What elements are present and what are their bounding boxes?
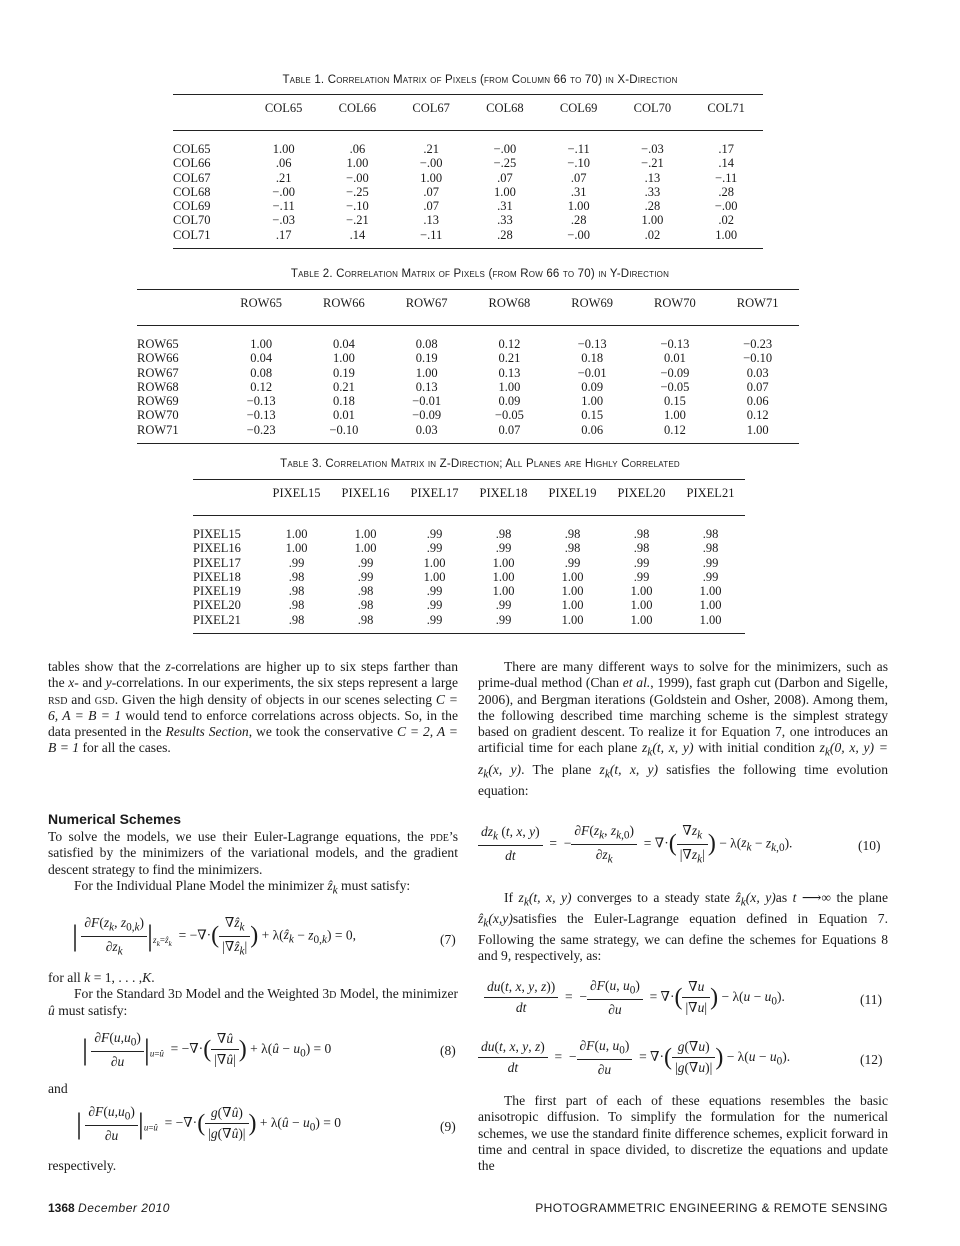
table-row [173,156,763,170]
left-paragraph-1: tables show that the z-correlations are higher up to six steps farther than the x- and y-correlations. In our experiments, the six steps represent a large rsd and gsd. Given the high density of objects in our scenes selecting C = 6, A = B = 1 would tend to enforce correlations across objects. So, in the data presented in the Results Section, we took the conservative C = 2, A = B = 1 for all the cases. [48,659,458,756]
table-cell: 1.00 [538,613,607,634]
table-cell: .14 [718,156,734,171]
table-cell: .98 [564,541,581,556]
column-header: COL69 [542,95,616,131]
row-header: ROW71 [137,423,220,444]
table-cell: .33 [644,184,661,199]
row-header: ROW66 [137,351,179,366]
table-row [193,516,745,542]
table-cell: −0.05 [660,379,690,394]
table-cell: .98 [357,598,374,613]
table-cell: −.10 [567,156,590,171]
respectively-text: respectively. [48,1158,117,1173]
table-cell: 0.15 [663,394,686,409]
table-cell: .98 [262,613,331,634]
table-cell: .07 [423,199,439,214]
table-cell: .98 [633,541,650,556]
column-header: PIXEL18 [469,480,538,516]
table-row [193,613,745,634]
table-cell: 0.07 [468,423,551,444]
table-cell: .99 [495,541,512,556]
table-cell: −0.09 [660,365,690,380]
table-corner [193,480,262,516]
table-cell: −0.13 [246,394,276,409]
row-header: COL71 [173,228,247,249]
table-cell: −.00 [493,142,517,156]
table-corner [173,95,247,131]
column-header: ROW66 [303,290,386,326]
table-cell: 1.00 [272,142,295,156]
row-header: ROW68 [137,379,179,394]
table-cell: −.00 [419,156,443,171]
table-cell: .07 [570,170,587,185]
table-cell: .98 [288,598,305,613]
table-cell: 0.19 [332,365,355,380]
table-cell: −0.13 [660,337,690,351]
equation-7-number: (7) [440,932,456,947]
table-cell: −.03 [272,213,295,228]
equation-12-number: (12) [860,1052,883,1067]
table-row [137,326,799,352]
equation-11: $\frac{du(t, x, y, z))}{dt}$ = − $\frac{\partial F(u, u_0)}{\partial u}$ = ∇·( $\frac{\nabla u}{|\nabla u|}$ ) − $\lambda(u - u_0)$. [484,978,785,1018]
table-cell: −.25 [493,156,517,171]
table-cell: .99 [702,569,719,584]
table-cell: −.00 [714,199,738,214]
footer-page-info [48,1201,170,1215]
table-cell: .17 [247,228,321,249]
row-header: PIXEL20 [193,598,241,613]
table-cell: .99 [357,569,374,584]
equation-9: | $\frac{\partial F(u,u_0)}{\partial u}$ $|_{u=û}$ = −∇·( $\frac{g(\nabla û)}{|g(\nabla û)|}$ ) + λ(û − $u_0) = 0$ [76,1104,342,1143]
row-header: ROW67 [137,365,179,380]
table-cell: −.11 [272,199,295,214]
row-header: ROW69 [137,394,179,409]
table-cell: .98 [331,613,400,634]
table-cell: .99 [495,598,512,613]
column-header: ROW69 [551,290,634,326]
table-cell: 1.00 [716,423,799,444]
equation-11-number: (11) [860,992,882,1007]
table-cell: 0.06 [551,423,634,444]
table-cell: 1.00 [689,228,763,249]
table-cell: .98 [702,527,719,541]
table-cell: 0.06 [746,394,769,409]
table-row [193,598,745,612]
left-paragraph-3: for all k = 1, . . . ,K. For the Standard 3d Model and the Weighted 3d Model, the minimizer û must satisfy: [48,970,459,1018]
row-header: COL69 [173,199,211,214]
table-cell: .99 [702,555,719,570]
table2-caption: Table 2. Correlation Matrix of Pixels (from Row 66 to 70) in Y-Direction [290,268,670,280]
table-cell: 1.00 [423,569,446,584]
column-header: PIXEL21 [676,480,745,516]
table-cell: −0.13 [577,337,607,351]
column-header: PIXEL19 [538,480,607,516]
table-row [173,199,763,213]
equation-10: $\frac{dz_k (t, x, y)}{dt}$ = − $\frac{\partial F(z_k, z_{k,0})}{\partial z_k}$ = ∇·( $\frac{\nabla z_k}{|\nabla z_k|}$ ) − $\lambda(z_k - z_{k,0})$. [478,823,792,865]
table-cell: .02 [718,213,734,228]
table-cell: 1.00 [250,337,273,351]
table-cell: 0.13 [498,365,521,380]
table-cell: 1.00 [492,584,515,599]
table-row [173,228,763,249]
table-cell: .07 [423,184,439,199]
table-cell: .98 [633,527,650,541]
table-cell: .28 [468,228,542,249]
column-header: COL65 [247,95,321,131]
table-cell: −.00 [272,184,295,199]
table-cell: −.00 [542,228,616,249]
table-cell: 0.18 [332,394,355,409]
table-cell: .98 [564,527,581,541]
table-row [193,584,745,598]
table-cell: .98 [702,541,719,556]
table-cell: −.11 [567,142,590,156]
table-cell: −0.05 [494,408,524,423]
column-header: COL68 [468,95,542,131]
table-cell: .31 [570,184,587,199]
table-cell: 1.00 [581,394,604,409]
table1-caption: Table 1. Correlation Matrix of Pixels (from Column 66 to 70) in X-Direction [282,74,678,86]
table-row [173,213,763,227]
table-cell: 1.00 [346,156,369,171]
table-row [173,171,763,185]
column-header: COL71 [689,95,763,131]
table-cell: .07 [497,170,513,185]
table-cell: .99 [633,555,650,570]
table-cell: 1.00 [332,351,355,366]
table-cell: .98 [288,569,305,584]
table-row [193,541,745,555]
right-paragraph-3: The first part of each of these equations resembles the basic anisotropic diffusion. To simplify the formulation for the numerical schemes, we use the standard finite difference schemes, explicit forward in time and central in space divided, to discretize the equations and update the [478,1093,888,1174]
table-cell: −.25 [346,184,369,199]
table-cell: .99 [633,569,650,584]
row-header: COL66 [173,156,211,171]
row-header: PIXEL17 [193,555,241,570]
table-cell: .98 [288,584,305,599]
table-cell: 1.00 [285,527,308,541]
table-cell: 0.03 [746,365,769,380]
table-cell: 0.12 [250,379,273,394]
right-paragraph-2: If $z_k(t$, x, y) converges to a steady state ẑ$_k$(x, y)as t ⟶∞ the plane ẑ$_k$(x,y)satisfies the Euler-Lagrange equation defined in Equation 7. Following the same strategy, we can define the schemes for Equations 8 and 9, respectively, as: [478,890,889,964]
row-header: PIXEL21 [193,613,262,634]
table-cell: 1.00 [567,199,590,214]
table-cell: 0.01 [332,408,355,423]
table-cell: .21 [423,142,439,156]
table1 [173,94,763,249]
table-cell: .13 [423,213,439,228]
column-header: PIXEL15 [262,480,331,516]
table-cell: .28 [570,213,587,228]
table-cell: .02 [616,228,690,249]
table-cell: 1.00 [630,584,653,599]
table-cell: 1.00 [498,379,521,394]
table-cell: 0.12 [746,408,769,423]
table-cell: 1.00 [676,613,745,634]
table-cell: 1.00 [285,541,308,556]
table-cell: 0.01 [663,351,686,366]
column-header: PIXEL20 [607,480,676,516]
table-row [137,351,799,365]
table-cell: −.11 [394,228,468,249]
table-cell: 1.00 [492,555,515,570]
table-corner [137,290,220,326]
left-paragraph-2: To solve the models, we use their Euler-Lagrange equations, the pde’s satisfied by the minimizers of the variational models, and the gradient descent strategy to find the minimizers. For the Individual Plane Model the minimizer ẑ$_k$ must satisfy: [48,829,458,897]
table-cell: −0.01 [412,394,442,409]
table-cell: 0.12 [634,423,717,444]
table3-caption: Table 3. Correlation Matrix in Z-Direction; All Planes are Highly Correlated [280,458,680,470]
table-cell: 0.09 [498,394,521,409]
table-cell: .33 [497,213,513,228]
table-cell: −0.13 [246,408,276,423]
table-row [173,131,763,157]
table-cell: 1.00 [423,555,446,570]
table-cell: −0.10 [743,351,773,366]
table-cell: 0.07 [746,379,769,394]
table-cell: .31 [497,199,513,214]
table-cell: 0.21 [332,379,355,394]
table-cell: 0.19 [415,351,438,366]
column-header: ROW70 [634,290,717,326]
row-header: COL65 [173,142,211,156]
table3 [193,479,745,634]
table-cell: −0.23 [743,337,773,351]
table-cell: .98 [495,527,512,541]
table-cell: .98 [357,584,374,599]
table-cell: −0.01 [577,365,607,380]
table-row [137,394,799,408]
equation-12: $\frac{du(t, x, y, z)}{dt}$ = − $\frac{\partial F(u, u_0)}{\partial u}$ = ∇·( $\frac{g(\nabla u)}{|g(\nabla u)|}$ ) − $\lambda(u - u_0)$. [478,1038,790,1078]
table-cell: .99 [357,555,374,570]
table-cell: −.21 [346,213,369,228]
table-cell: .06 [275,156,292,171]
table-cell: 0.08 [250,365,273,380]
table-cell: 1.00 [561,569,584,584]
table-cell: 1.00 [663,408,686,423]
table-row [137,366,799,380]
table-cell: 1.00 [561,598,584,613]
journal-name: PHOTOGRAMMETRIC ENGINEERING & REMOTE SENSING [535,1201,888,1215]
table-cell: −.00 [346,170,369,185]
table-cell: .99 [426,527,443,541]
table-cell: .28 [718,184,734,199]
table-cell: 1.00 [561,584,584,599]
table-cell: .17 [718,142,734,156]
table-cell: 1.00 [607,613,676,634]
table-cell: .99 [426,598,443,613]
row-header: ROW70 [137,408,179,423]
table-cell: 1.00 [493,184,516,199]
row-header: PIXEL16 [193,541,241,556]
section-heading: Numerical Schemes [48,811,182,827]
and-text: and [48,1081,68,1096]
table-row [137,380,799,394]
table-row [193,570,745,584]
row-header: PIXEL19 [193,584,241,599]
table-cell: 0.15 [581,408,604,423]
issue-date: December 2010 [78,1201,170,1215]
equation-7: | $\frac{\partial F(z_k, z_{0,k})}{\partial z_k}$ $|_{z_k=ẑ_k}$ = −∇·( $\frac{\nabla ẑ_k}{|\nabla ẑ_k|}$ ) + λ(ẑ$_k$ − $z_{0,k}) = 0$, [72,915,356,958]
table-cell: 0.04 [332,337,355,351]
table-cell: .21 [275,170,292,185]
table-cell: 0.13 [415,379,438,394]
table-cell: 0.12 [498,337,521,351]
row-header: COL70 [173,213,211,228]
table-cell: −.10 [346,199,369,214]
table-cell: .99 [564,555,581,570]
column-header: PIXEL17 [400,480,469,516]
row-header: COL68 [173,184,211,199]
table-cell: −.21 [641,156,664,171]
row-header: ROW65 [137,337,179,351]
row-header: PIXEL18 [193,569,241,584]
column-header: COL67 [394,95,468,131]
table-cell: −.03 [641,142,664,156]
table-cell: .13 [644,170,661,185]
table-cell: 1.00 [420,170,443,185]
page-number: 1368 [48,1201,75,1215]
table-cell: 0.04 [250,351,273,366]
table-cell: −0.10 [303,423,386,444]
column-header: COL66 [321,95,395,131]
table-cell: .99 [400,613,469,634]
table-cell: 0.18 [581,351,604,366]
column-header: ROW67 [385,290,468,326]
table-row [193,556,745,570]
table-cell: .99 [288,555,305,570]
table-row [137,408,799,422]
table2 [137,289,799,444]
column-header: ROW65 [220,290,303,326]
table-cell: 0.21 [498,351,521,366]
table-cell: .14 [321,228,395,249]
table-cell: 0.09 [581,379,604,394]
table-cell: .99 [426,584,443,599]
right-paragraph-1: There are many different ways to solve for the minimizers, such as prime-dual method (Chan et al., 1999), fast graph cut (Darbon and Sigelle, 2006), and Bergman iterations (Goldstein and Osher, 2008). Among them, the following described time marching scheme is the simplest strategy based on gradient descent. To realize it for Equation 7, one introduces an artificial time for each plane $z_k(t$, x, y) with initial condition $z_k(0$, x, $y) = z_k(x$, y). The plane $z_k(t$, x, y) satisfies the following time evolution equation: [478,659,889,798]
table-row [173,185,763,199]
equation-10-number: (10) [858,838,881,853]
column-header: ROW71 [716,290,799,326]
table-cell: 0.03 [385,423,468,444]
table-cell: 1.00 [699,598,722,613]
table-cell: −0.09 [412,408,442,423]
table-cell: .28 [644,199,661,214]
table-cell: 1.00 [641,213,664,228]
column-header: COL70 [616,95,690,131]
table-cell: 1.00 [354,527,377,541]
table-cell: .99 [469,613,538,634]
row-header: COL67 [173,170,211,185]
column-header: ROW68 [468,290,551,326]
table-cell: .06 [349,142,366,156]
table-cell: 1.00 [699,584,722,599]
table-cell: 1.00 [492,569,515,584]
table-cell: 0.08 [415,337,438,351]
table-cell: .99 [426,541,443,556]
table-cell: −.11 [715,170,738,185]
table-row [137,423,799,444]
equation-8: | $\frac{\partial F(u,u_0)}{\partial u}$ $|_{u=û}$ = −∇·( $\frac{\nabla û}{|\nabla û|}$ ) + λ(û − $u_0) = 0$ [82,1030,332,1069]
equation-8-number: (8) [440,1043,456,1058]
table-cell: 1.00 [630,598,653,613]
row-header: PIXEL15 [193,527,241,541]
equation-9-number: (9) [440,1119,456,1134]
column-header: PIXEL16 [331,480,400,516]
table-cell: 1.00 [415,365,438,380]
table-cell: −0.23 [220,423,303,444]
table-cell: 1.00 [354,541,377,556]
